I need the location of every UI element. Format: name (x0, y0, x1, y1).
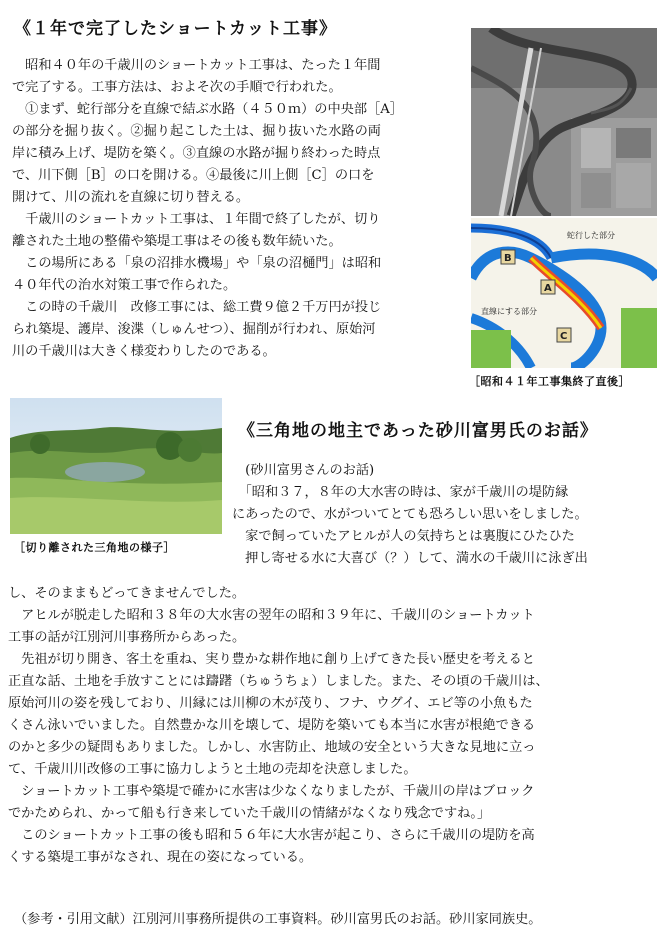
text-line: 千歳川のショートカット工事は、１年間で終了したが、切り (12, 212, 381, 227)
diagram-label-a: A (544, 283, 552, 294)
text-line: 「昭和３７，８年の大水害の時は、家が千歳川の堤防縁 (232, 485, 569, 500)
text-line: 昭和４０年の千歳川のショートカット工事は、たった１年間 (12, 58, 381, 73)
diagram-label-b: B (504, 253, 512, 264)
section-title-sunagawa: 《三角地の地主であった砂川富男氏のお話》 (238, 421, 598, 441)
text-line: 家で飼っていたアヒルが人の気持ちとは裏腹にひたひた (232, 529, 575, 544)
text-line: 離された土地の整備や築堤工事はその後も数年続いた。 (12, 234, 342, 249)
shortcut-body-text (12, 55, 467, 363)
text-line: のかと多少の疑問もありました。しかし、水害防止、地域の安全という大きな見地に立っ (8, 740, 536, 755)
triangle-land-photo (10, 398, 222, 534)
text-line: で、川下側［B］の口を開ける。④最後に川上側［C］の口を (12, 168, 375, 183)
text-line: の部分を掘り抜く。②掘り起こした土は、掘り抜いた水路の両 (12, 124, 381, 139)
text-line: にあったので、水がついてとても恐ろしい思いをしました。 (232, 507, 588, 522)
text-line: ①まず、蛇行部分を直線で結ぶ水路（４５０ｍ）の中央部［A］ (12, 102, 403, 117)
diagram-label-c: C (560, 331, 568, 342)
text-line: 工事の話が江別河川事務所からあった。 (8, 630, 246, 645)
text-line: でかためられ、かって船も行き来していた千歳川の情緒がなくなり残念ですね。」 (8, 806, 491, 821)
text-line: られ築堤、護岸、浚渫（しゅんせつ）、掘削が行われ、原始河 (12, 322, 376, 337)
sunagawa-intro-text (232, 460, 662, 570)
text-line: この時の千歳川 改修工事には、総工費９億２千万円が投じ (12, 300, 382, 315)
shortcut-diagram (471, 218, 657, 368)
text-line: (砂川富男さんのお話) (232, 463, 375, 478)
text-line: 川の千歳川は大きく様変わりしたのである。 (12, 344, 276, 359)
section-title-shortcut: 《１年で完了したショートカット工事》 (14, 19, 337, 39)
diagram-label-straight: 直線にする部分 (481, 307, 537, 316)
triangle-photo-caption: ［切り離された三角地の様子］ (14, 541, 175, 554)
text-line: し、そのままもどってきませんでした。 (8, 586, 246, 601)
text-line: て、千歳川川改修の工事に協力しようと土地の売却を決意しました。 (8, 762, 417, 777)
aerial-photo (471, 28, 657, 216)
text-line: 原始河川の姿を残しており、川縁には川柳の木が茂り、フナ、ウグイ、エビ等の小魚もた (8, 696, 533, 711)
text-line: 先祖が切り開き、客土を重ね、実り豊かな耕作地に創り上げてきた長い歴史を考えると (8, 652, 535, 667)
text-line: くする築堤工事がなされ、現在の姿になっている。 (8, 850, 313, 865)
text-line: ショートカット工事や築堤で確かに水害は少なくなりましたが、千歳川の岸はブロック (8, 784, 535, 799)
text-line: 岸に積み上げ、堤防を築く。③直線の水路が掘り終わった時点 (12, 146, 381, 161)
text-line: ４０年代の治水対策工事で作られた。 (12, 278, 237, 293)
text-line: アヒルが脱走した昭和３８年の大水害の翌年の昭和３９年に、千歳川のショートカット (8, 608, 535, 623)
text-line: くさん泳いでいました。自然豊かな川を壊して、堤防を築いても本当に水害が根絶できる (8, 718, 536, 733)
text-line: 押し寄せる水に大喜び（？）して、満水の千歳川に泳ぎ出 (232, 551, 588, 566)
sunagawa-story-text (8, 583, 660, 869)
text-line: このショートカット工事の後も昭和５６年に大水害が起こり、さらに千歳川の堤防を高 (8, 828, 535, 843)
text-line: 正直な話、土地を手放すことには躊躇（ちゅうちょ）しました。また、その頃の千歳川は、 (8, 674, 549, 689)
text-line: で完了する。工事方法は、およそ次の手順で行われた。 (12, 80, 342, 95)
aerial-photo-caption: ［昭和４１年工事集終了直後］ (469, 375, 630, 388)
text-line: この場所にある「泉の沼排水機場」や「泉の沼樋門」は昭和 (12, 256, 382, 271)
text-line: 開けて、川の流れを直線に切り替える。 (12, 190, 250, 205)
reference-note: （参考・引用文献）江別河川事務所提供の工事資料。砂川富男氏のお話。砂川家同族史。 (14, 912, 542, 927)
diagram-label-meander: 蛇行した部分 (567, 231, 615, 240)
